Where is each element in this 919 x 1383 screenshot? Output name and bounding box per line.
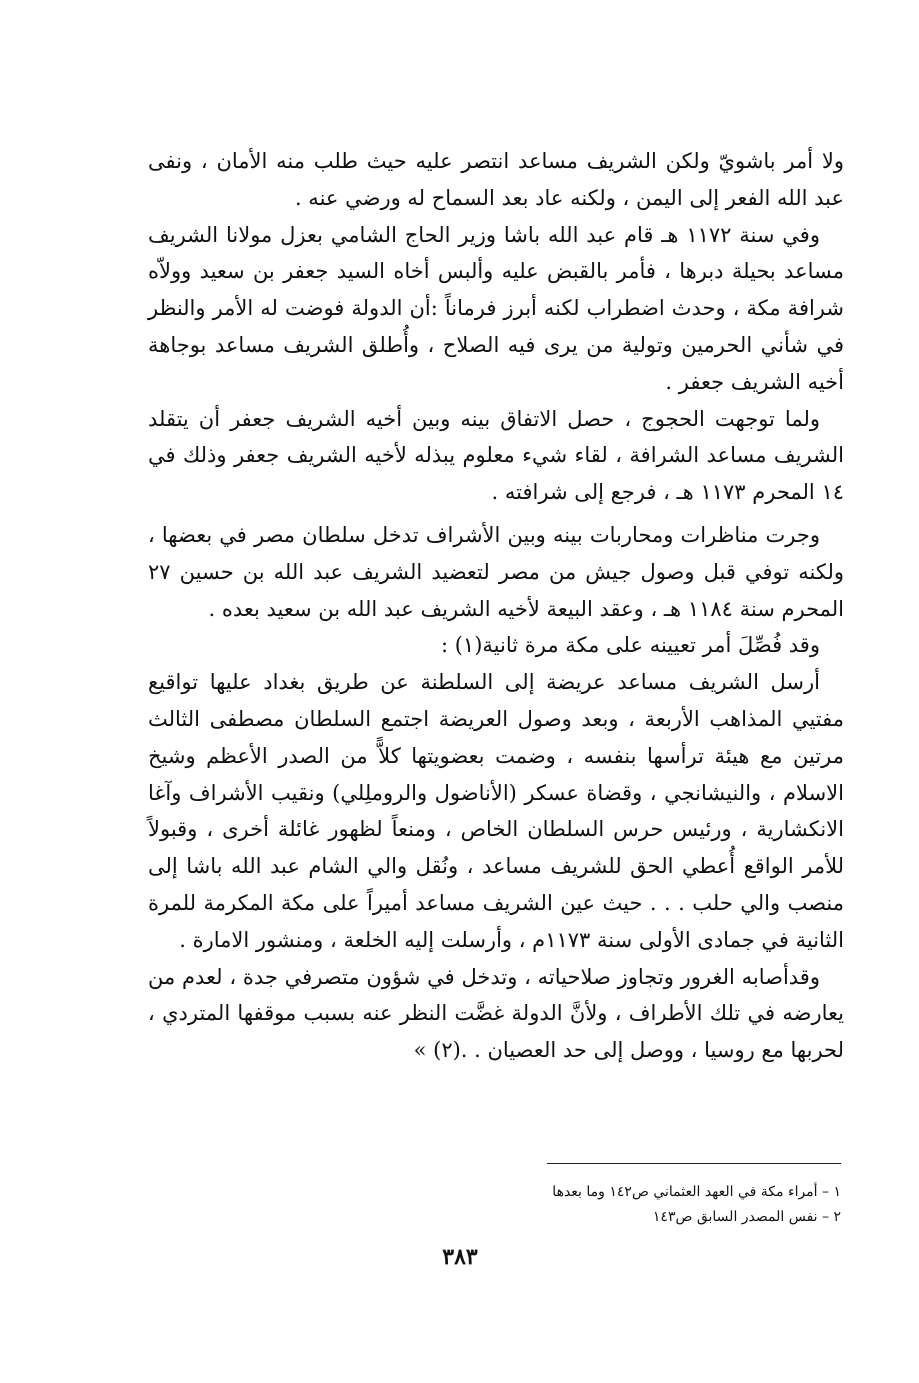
footnote-divider [547, 1163, 841, 1164]
paragraph-1: ولا أمر باشويّ ولكن الشريف مساعد انتصر عليه حيث طلب منه الأمان ، ونفى عبد الله الفعر إلى اليمن ، ولكنه عاد بعد السماح له ورضي عنه . [148, 149, 844, 210]
footnotes [400, 1180, 841, 1230]
paragraph-5: وقد فُصِّلَ أمر تعيينه على مكة مرة ثانية(١) : [440, 633, 820, 658]
paragraph-4: وجرت مناظرات ومحاربات بينه وبين الأشراف تدخل سلطان مصر في بعضها ، ولكنه توفي قبل وصول جيش من مصر لتعضيد الشريف عبد الله بن حسين ٢٧ المحرم سنة ١١٨٤ هـ ، وعقد البيعة لأخيه الشريف عبد الله بن سعيد بعده . [148, 522, 844, 621]
footnote-1: ١ – أمراء مكة في العهد العثماني ص١٤٢ وما بعدها [552, 1184, 841, 1200]
main-text [148, 143, 844, 1069]
page-number: ٣٨٣ [442, 1244, 478, 1270]
paragraph-3: ولما توجهت الحجوج ، حصل الاتفاق بينه وبين أخيه الشريف جعفر أن يتقلد الشريف مساعد الشرافة ، لقاء شيء معلوم يبذله لأخيه الشريف جعفر وذلك في ١٤ المحرم ١١٧٣ هـ ، فرجع إلى شرافته . [148, 406, 844, 505]
footnote-2: ٢ – نفس المصدر السابق ص١٤٣ [652, 1209, 841, 1225]
paragraph-2: وفي سنة ١١٧٢ هـ قام عبد الله باشا وزير الحاج الشامي بعزل مولانا الشريف مساعد بحيلة دبرها ، فأمر بالقبض عليه وألبس أخاه السيد جعفر بن سعيد وولاّه شرافة مكة ، وحدث اضطراب لكنه أبرز فرماناً :أن الدولة فوضت له الأمر والنظر في شأني الحرمين وتولية من يرى فيه الصلاح ، وأُطلق الشريف مساعد بوجاهة أخيه الشريف جعفر . [148, 222, 844, 394]
paragraph-6: أرسل الشريف مساعد عريضة إلى السلطنة عن طريق بغداد عليها تواقيع مفتيي المذاهب الأربعة ، وبعد وصول العريضة اجتمع السلطان مصطفى الثالث مرتين مع هيئة ترأسها بنفسه ، وضمت بعضويتها كلاًّ من الصدر الأعظم وشيخ الاسلام ، والنيشانجي ، وقضاة عسكر (الأناضول والروملِلي) ونقيب الأشراف وآغا الانكشارية ، ورئيس حرس السلطان الخاص ، ومنعاً لظهور غائلة أخرى ، وقبولاً للأمر الواقع أُعطي الحق للشريف مساعد ، ونُقل والي الشام عبد الله باشا إلى منصب والي حلب . . . حيث عين الشريف مساعد أميراً على مكة المكرمة للمرة الثانية في جمادى الأولى سنة ١١٧٣م ، وأرسلت إليه الخلعة ، ومنشور الامارة . [148, 670, 844, 952]
paragraph-7: وقدأصابه الغرور وتجاوز صلاحياته ، وتدخل في شؤون متصرفي جدة ، لعدم من يعارضه في تلك الأطراف ، ولأنَّ الدولة غضَّت النظر عنه بسبب موقفها المتردي ، لحربها مع روسيا ، ووصل إلى حد العصيان . .(٢) » [148, 964, 844, 1063]
